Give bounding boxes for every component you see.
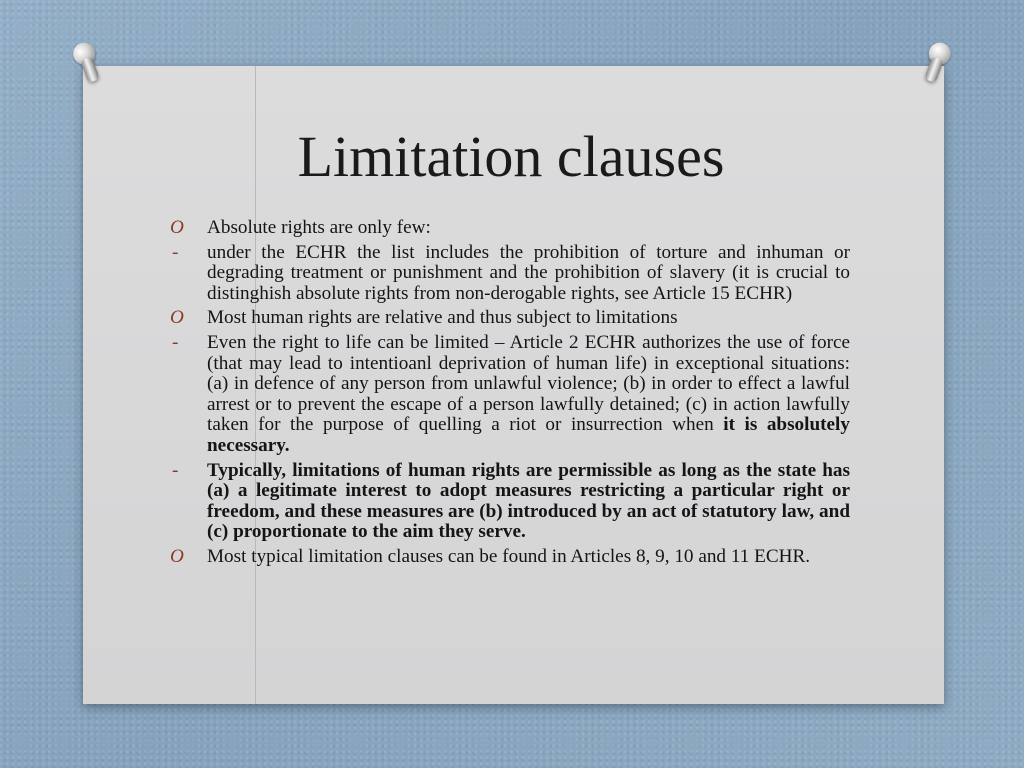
bullet-text-emphasis: Typically, limitations of human rights are permissible as long as the state has (a) a legitimate interest to adopt measures restricting a particular right or freedom, and these measures are (b) introduced by an act of statutory law, and (c) proportionate to the aim they serve. bbox=[207, 459, 850, 543]
bullet-text: Most typical limitation clauses can be found in Articles 8, 9, 10 and 11 ECHR. bbox=[207, 545, 811, 567]
bullet-item bbox=[166, 308, 850, 329]
bullet-marker-icon: O bbox=[170, 217, 184, 238]
dash-marker-icon: - bbox=[172, 459, 179, 481]
pushpin-icon bbox=[67, 39, 108, 90]
sub-bullet-item bbox=[166, 333, 850, 457]
bullet-text: Even the right to life can be limited – Article 2 ECHR authorizes the use of force (that may lead to intentioanl deprivation of human life) in exceptional situations: (a) in defence of any person from unlawful violence; (b) in order to effect a lawful arrest or to prevent the escape of a person lawfully detained; (c) in action lawfully taken for the purpose of quelling a riot or insurrection when bbox=[207, 331, 850, 436]
bullet-text: Absolute rights are only few: bbox=[207, 217, 431, 238]
bullet-item bbox=[166, 218, 850, 239]
dash-marker-icon: - bbox=[172, 331, 179, 353]
bullet-text: Most human rights are relative and thus subject to limitations bbox=[207, 307, 678, 329]
slide-body bbox=[166, 218, 850, 572]
dash-marker-icon: - bbox=[172, 241, 179, 263]
pushpin-icon bbox=[915, 39, 956, 90]
bullet-text-emphasis: it is absolutely necessary. bbox=[207, 414, 850, 456]
bullet-marker-icon: O bbox=[170, 307, 184, 329]
bullet-marker-icon: O bbox=[170, 545, 184, 567]
sub-bullet-item bbox=[166, 461, 850, 543]
bullet-text: under the ECHR the list includes the prohibition of torture and inhuman or degrading treatment or punishment and the prohibition of slavery (it is crucial to distinghish absolute rights from non-derogable rights, see Article 15 ECHR) bbox=[207, 241, 850, 304]
slide-title: Limitation clauses bbox=[297, 124, 725, 189]
sub-bullet-item bbox=[166, 243, 850, 305]
bullet-item bbox=[166, 547, 850, 568]
